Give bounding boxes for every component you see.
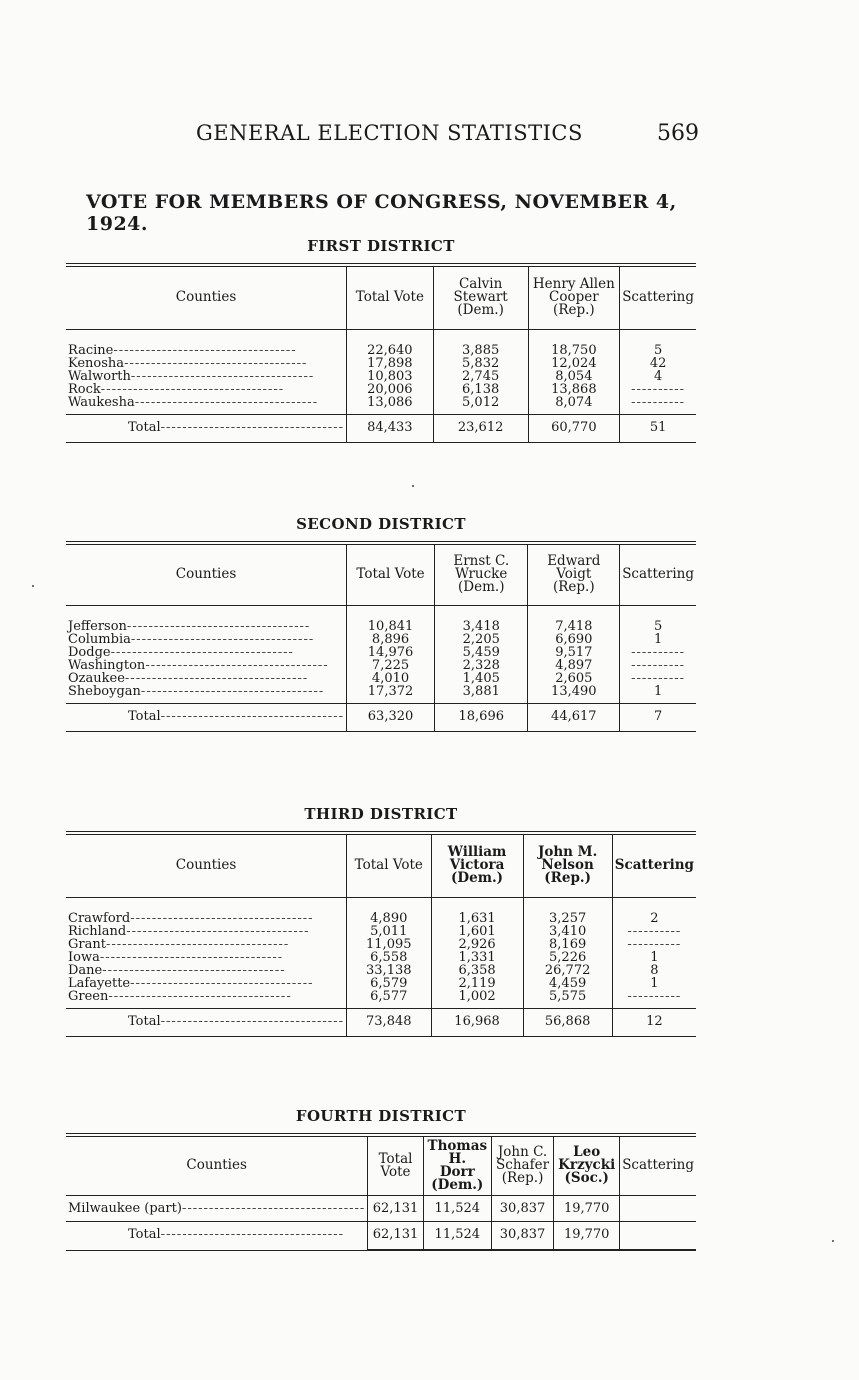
cell-value: 2	[650, 910, 659, 926]
cell-value: 2,328	[462, 657, 500, 673]
cell-value: 62,131	[372, 1200, 419, 1216]
vote-cell	[435, 704, 528, 732]
cell-value: 3,885	[462, 342, 500, 358]
county-name	[66, 383, 346, 396]
col-header-total-vote: Total Vote	[346, 545, 434, 605]
table-row	[66, 990, 696, 1003]
fourth-district-section	[66, 1107, 696, 1251]
vote-table	[66, 1137, 696, 1250]
leader-dots: ----------------------------------	[130, 369, 315, 383]
county-name	[66, 633, 346, 646]
scattering-cell	[612, 990, 696, 1003]
leader-dots: ----------------------------------	[124, 671, 309, 685]
county-name	[66, 357, 346, 370]
vote-cell	[368, 1221, 423, 1249]
cell-text: Milwaukee (part)	[68, 1200, 182, 1216]
vote-cell	[346, 990, 431, 1003]
cell-value: 5	[653, 618, 663, 634]
cell-value: 4,897	[555, 657, 593, 673]
county-name	[66, 370, 346, 383]
cell-value: 5,011	[370, 923, 408, 939]
leader-dots: ----------------------------------	[113, 343, 297, 357]
cell-value: 13,868	[551, 381, 597, 397]
cell-value: 11,524	[434, 1200, 481, 1216]
scattering-cell	[620, 659, 696, 672]
second-district-section	[66, 515, 696, 732]
vote-cell	[346, 685, 434, 698]
table-row	[66, 1195, 696, 1221]
vote-cell	[528, 685, 620, 698]
cell-value: 2,119	[458, 975, 496, 991]
cell-value: ----------	[631, 645, 686, 659]
leader-dots: ----------------------------------	[100, 382, 285, 396]
leader-dots: ----------------------------------	[160, 709, 344, 724]
print-speck	[32, 585, 34, 587]
county-name	[66, 620, 346, 633]
county-name	[66, 685, 346, 698]
col-header-dem: Calvin Stewart (Dem.)	[433, 267, 528, 329]
district-title: THIRD DISTRICT	[304, 805, 458, 823]
page-number: 569	[657, 121, 699, 146]
vote-cell	[491, 1221, 553, 1249]
vote-cell	[491, 1195, 553, 1221]
third-district-section	[66, 805, 696, 1037]
cell-value: 84,433	[367, 420, 413, 435]
scattering-cell	[612, 912, 696, 925]
leader-dots: ----------------------------------	[145, 658, 329, 672]
col-header-total-vote: Total Vote	[346, 267, 433, 329]
cell-text: Ozaukee	[68, 671, 125, 685]
leader-dots: ----------------------------------	[108, 989, 292, 1003]
col-header-scattering: Scattering	[620, 1137, 696, 1195]
cell-value: ----------	[627, 937, 682, 951]
scattering-cell	[612, 925, 696, 938]
col-header-dem: William Victora (Dem.)	[431, 835, 523, 897]
cell-value: 12	[646, 1014, 663, 1029]
cell-value: 20,006	[367, 381, 413, 397]
cell-value: 2,205	[462, 631, 500, 647]
cell-text: Dodge	[68, 645, 111, 659]
leader-dots: ----------------------------------	[130, 632, 315, 646]
total-label	[66, 1009, 346, 1037]
cell-value: 5	[653, 342, 663, 358]
vote-cell	[346, 1009, 431, 1037]
vote-table	[66, 835, 696, 1036]
page-header	[0, 121, 859, 151]
cell-value: ----------	[627, 924, 682, 938]
table-bottom-rule	[66, 442, 696, 443]
cell-value: ----------	[631, 658, 686, 672]
county-name	[66, 925, 346, 938]
col-header-rep: John M. Nelson (Rep.)	[523, 835, 612, 897]
scattering-cell	[620, 704, 696, 732]
cell-value: 5,832	[462, 355, 500, 371]
total-row	[66, 1221, 696, 1249]
cell-text: Washington	[68, 658, 146, 672]
vote-cell	[433, 396, 528, 409]
cell-text: Grant	[68, 937, 106, 951]
col-header-scattering: Scattering	[620, 545, 696, 605]
col-header-total-vote: Total Vote	[346, 835, 431, 897]
cell-value: 19,770	[563, 1200, 610, 1216]
cell-value: 30,837	[499, 1226, 546, 1242]
leader-dots: ----------------------------------	[160, 1226, 344, 1242]
scattering-cell	[620, 415, 696, 443]
cell-value: 62,131	[372, 1226, 419, 1242]
cell-value: 17,898	[367, 355, 413, 371]
county-name	[66, 1195, 368, 1221]
vote-cell	[368, 1195, 423, 1221]
cell-value: ----------	[627, 989, 682, 1003]
col-header-counties: Counties	[66, 267, 346, 329]
cell-value: 60,770	[551, 420, 597, 435]
leader-dots: ----------------------------------	[126, 924, 310, 938]
col-header-scattering: Scattering	[620, 267, 696, 329]
vote-cell	[346, 415, 433, 443]
scattering-cell	[620, 1221, 696, 1249]
cell-value: 1,631	[458, 910, 496, 926]
county-name	[66, 938, 346, 951]
cell-value: 11,524	[434, 1226, 481, 1242]
col-header-counties: Counties	[66, 545, 346, 605]
vote-cell	[528, 415, 620, 443]
cell-value: ----------	[631, 382, 686, 396]
scattering-cell	[620, 396, 696, 409]
table-bottom-rule	[66, 1036, 696, 1037]
leader-dots: ----------------------------------	[140, 684, 325, 698]
cell-value: 10,841	[367, 618, 414, 634]
cell-value: 8,074	[555, 394, 593, 410]
cell-value: 18,750	[551, 342, 597, 358]
leader-dots: ----------------------------------	[124, 356, 308, 370]
spacer-row	[66, 605, 696, 620]
cell-value: ----------	[631, 671, 686, 685]
cell-text: Lafayette	[68, 976, 131, 990]
cell-value: 17,372	[367, 683, 414, 699]
col-header-counties: Counties	[66, 1137, 368, 1195]
cell-value: 4,459	[549, 975, 587, 991]
cell-value: 6,558	[370, 949, 408, 965]
vote-cell	[423, 1195, 491, 1221]
col-header-total-vote: Total Vote	[368, 1137, 423, 1195]
vote-cell	[554, 1221, 620, 1249]
leader-dots: ----------------------------------	[181, 1200, 366, 1216]
table-body	[66, 329, 696, 442]
cell-value: 11,095	[366, 936, 412, 952]
leader-dots: ----------------------------------	[160, 1014, 344, 1029]
cell-value: 4	[653, 368, 663, 384]
cell-value: 73,848	[366, 1014, 412, 1029]
table-bottom-rule	[66, 1250, 696, 1251]
cell-value: 4,010	[371, 670, 410, 686]
table-bottom-rule	[66, 731, 696, 732]
cell-value: 3,410	[549, 923, 587, 939]
leader-dots: ----------------------------------	[130, 911, 314, 925]
cell-value: 18,696	[458, 709, 504, 724]
cell-value: 7,225	[371, 657, 410, 673]
cell-value: 10,803	[367, 368, 413, 384]
spacer-row	[66, 329, 696, 344]
cell-text: Total	[128, 709, 161, 724]
cell-value: 56,868	[544, 1014, 591, 1029]
spacer-row	[66, 897, 696, 912]
cell-value: 63,320	[367, 709, 414, 724]
cell-text: Dane	[68, 963, 103, 977]
cell-value: 12,024	[551, 355, 597, 371]
vote-cell	[523, 1009, 612, 1037]
col-header-soc: Leo Krzycki (Soc.)	[554, 1137, 620, 1195]
vote-cell	[423, 1221, 491, 1249]
district-title: FIRST DISTRICT	[307, 237, 455, 255]
scattering-cell	[620, 646, 696, 659]
scattering-cell	[620, 383, 696, 396]
cell-value: 23,612	[457, 420, 504, 435]
cell-value: 26,772	[544, 962, 591, 978]
cell-text: Iowa	[68, 950, 100, 964]
col-header-counties: Counties	[66, 835, 346, 897]
running-title: GENERAL ELECTION STATISTICS	[196, 121, 583, 145]
cell-value: 6,690	[555, 631, 593, 647]
cell-text: Green	[68, 989, 109, 1003]
cell-value: 33,138	[366, 962, 412, 978]
cell-text: Rock	[68, 382, 101, 396]
cell-value: 19,770	[563, 1226, 610, 1242]
print-speck	[412, 485, 414, 487]
scattering-cell	[620, 633, 696, 646]
cell-value: 5,012	[462, 394, 500, 410]
col-header-dem: Ernst C. Wrucke (Dem.)	[435, 545, 528, 605]
col-header-dem: Thomas H. Dorr (Dem.)	[423, 1137, 491, 1195]
cell-value: 42	[649, 355, 667, 371]
cell-text: Total	[128, 1014, 161, 1029]
leader-dots: ----------------------------------	[105, 937, 290, 951]
cell-value: 1,331	[458, 949, 496, 965]
cell-value: 1,601	[458, 923, 496, 939]
page-title-text: VOTE FOR MEMBERS OF CONGRESS, NOVEMBER 4, 1924.	[86, 191, 677, 235]
vote-cell	[435, 685, 528, 698]
vote-table	[66, 545, 696, 731]
table-body	[66, 605, 696, 731]
county-name	[66, 990, 346, 1003]
col-header-scattering: Scattering	[612, 835, 696, 897]
county-name	[66, 659, 346, 672]
cell-value: 3,881	[462, 683, 500, 699]
cell-value: 5,459	[462, 644, 500, 660]
scattering-cell	[620, 370, 696, 383]
total-label	[66, 415, 346, 443]
cell-value: 8,896	[371, 631, 410, 647]
cell-value: 2,745	[462, 368, 500, 384]
cell-value: 7	[653, 709, 663, 724]
cell-text: Richland	[68, 924, 127, 938]
county-name	[66, 912, 346, 925]
vote-cell	[523, 990, 612, 1003]
leader-dots: ----------------------------------	[102, 963, 286, 977]
cell-text: Crawford	[68, 911, 131, 925]
table-row	[66, 396, 696, 409]
cell-value: 6,577	[370, 988, 408, 1004]
table-body	[66, 897, 696, 1036]
leader-dots: ----------------------------------	[134, 395, 319, 409]
scattering-cell	[612, 1009, 696, 1037]
vote-table	[66, 267, 696, 442]
cell-value: 44,617	[551, 709, 597, 724]
cell-value: 4,890	[370, 910, 408, 926]
cell-value: 3,418	[462, 618, 500, 634]
cell-value: 1	[650, 949, 659, 965]
cell-value: 6,579	[370, 975, 408, 991]
county-name	[66, 977, 346, 990]
cell-value: 1	[653, 683, 663, 699]
cell-value: 2,605	[555, 670, 593, 686]
vote-cell	[528, 396, 620, 409]
county-name	[66, 672, 346, 685]
county-name	[66, 344, 346, 357]
vote-cell	[346, 396, 433, 409]
cell-value: 1,002	[458, 988, 496, 1004]
cell-value: 2,926	[458, 936, 496, 952]
col-header-rep: Henry Allen Cooper (Rep.)	[528, 267, 620, 329]
print-speck	[832, 1240, 834, 1242]
scattering-cell	[612, 977, 696, 990]
total-row	[66, 704, 696, 732]
county-name	[66, 951, 346, 964]
col-header-rep: John C. Schafer (Rep.)	[491, 1137, 553, 1195]
leader-dots: ----------------------------------	[130, 976, 314, 990]
cell-value: 5,575	[549, 988, 587, 1004]
leader-dots: ----------------------------------	[160, 420, 344, 435]
vote-cell	[431, 1009, 523, 1037]
leader-dots: ----------------------------------	[110, 645, 294, 659]
first-district-section	[66, 237, 696, 443]
cell-text: Total	[128, 420, 161, 435]
col-header-rep: Edward Voigt (Rep.)	[528, 545, 620, 605]
cell-value: 13,490	[551, 683, 597, 699]
scattering-cell	[620, 685, 696, 698]
table-body	[66, 1195, 696, 1249]
cell-text: Total	[128, 1226, 161, 1242]
cell-text: Kenosha	[68, 356, 125, 370]
cell-value: 6,358	[458, 962, 496, 978]
cell-value: 51	[649, 420, 667, 435]
cell-text: Racine	[68, 343, 114, 357]
cell-value: ----------	[631, 395, 686, 409]
county-name	[66, 396, 346, 409]
cell-value: 5,226	[549, 949, 587, 965]
district-title: SECOND DISTRICT	[296, 515, 466, 533]
district-title: FOURTH DISTRICT	[295, 1107, 467, 1125]
vote-cell	[554, 1195, 620, 1221]
vote-cell	[528, 704, 620, 732]
cell-value: 6,138	[462, 381, 500, 397]
cell-value: 8,054	[555, 368, 593, 384]
cell-value: 22,640	[367, 342, 413, 358]
total-row	[66, 415, 696, 443]
county-name	[66, 964, 346, 977]
cell-text: Columbia	[68, 632, 131, 646]
table-row	[66, 685, 696, 698]
cell-text: Jefferson	[68, 619, 127, 633]
vote-cell	[433, 415, 528, 443]
cell-text: Walworth	[68, 369, 131, 383]
cell-value: 16,968	[454, 1014, 500, 1029]
cell-value: 9,517	[555, 644, 593, 660]
cell-value: 1	[650, 975, 659, 991]
leader-dots: ----------------------------------	[126, 619, 311, 633]
total-label	[66, 1221, 368, 1249]
cell-value: 1	[653, 631, 663, 647]
total-row	[66, 1009, 696, 1037]
cell-value: 13,086	[367, 394, 413, 410]
leader-dots: ----------------------------------	[99, 950, 284, 964]
cell-value: 30,837	[499, 1200, 546, 1216]
vote-cell	[431, 990, 523, 1003]
cell-value: 7,418	[555, 618, 593, 634]
cell-text: Waukesha	[68, 395, 135, 409]
cell-value: 8,169	[549, 936, 587, 952]
cell-value: 8	[650, 962, 659, 978]
scattering-cell	[620, 1195, 696, 1221]
vote-cell	[346, 704, 434, 732]
county-name	[66, 646, 346, 659]
cell-text: Sheboygan	[68, 684, 141, 698]
total-label	[66, 704, 346, 732]
cell-value: 1,405	[462, 670, 500, 686]
cell-value: 3,257	[549, 910, 587, 926]
cell-value: 14,976	[367, 644, 414, 660]
